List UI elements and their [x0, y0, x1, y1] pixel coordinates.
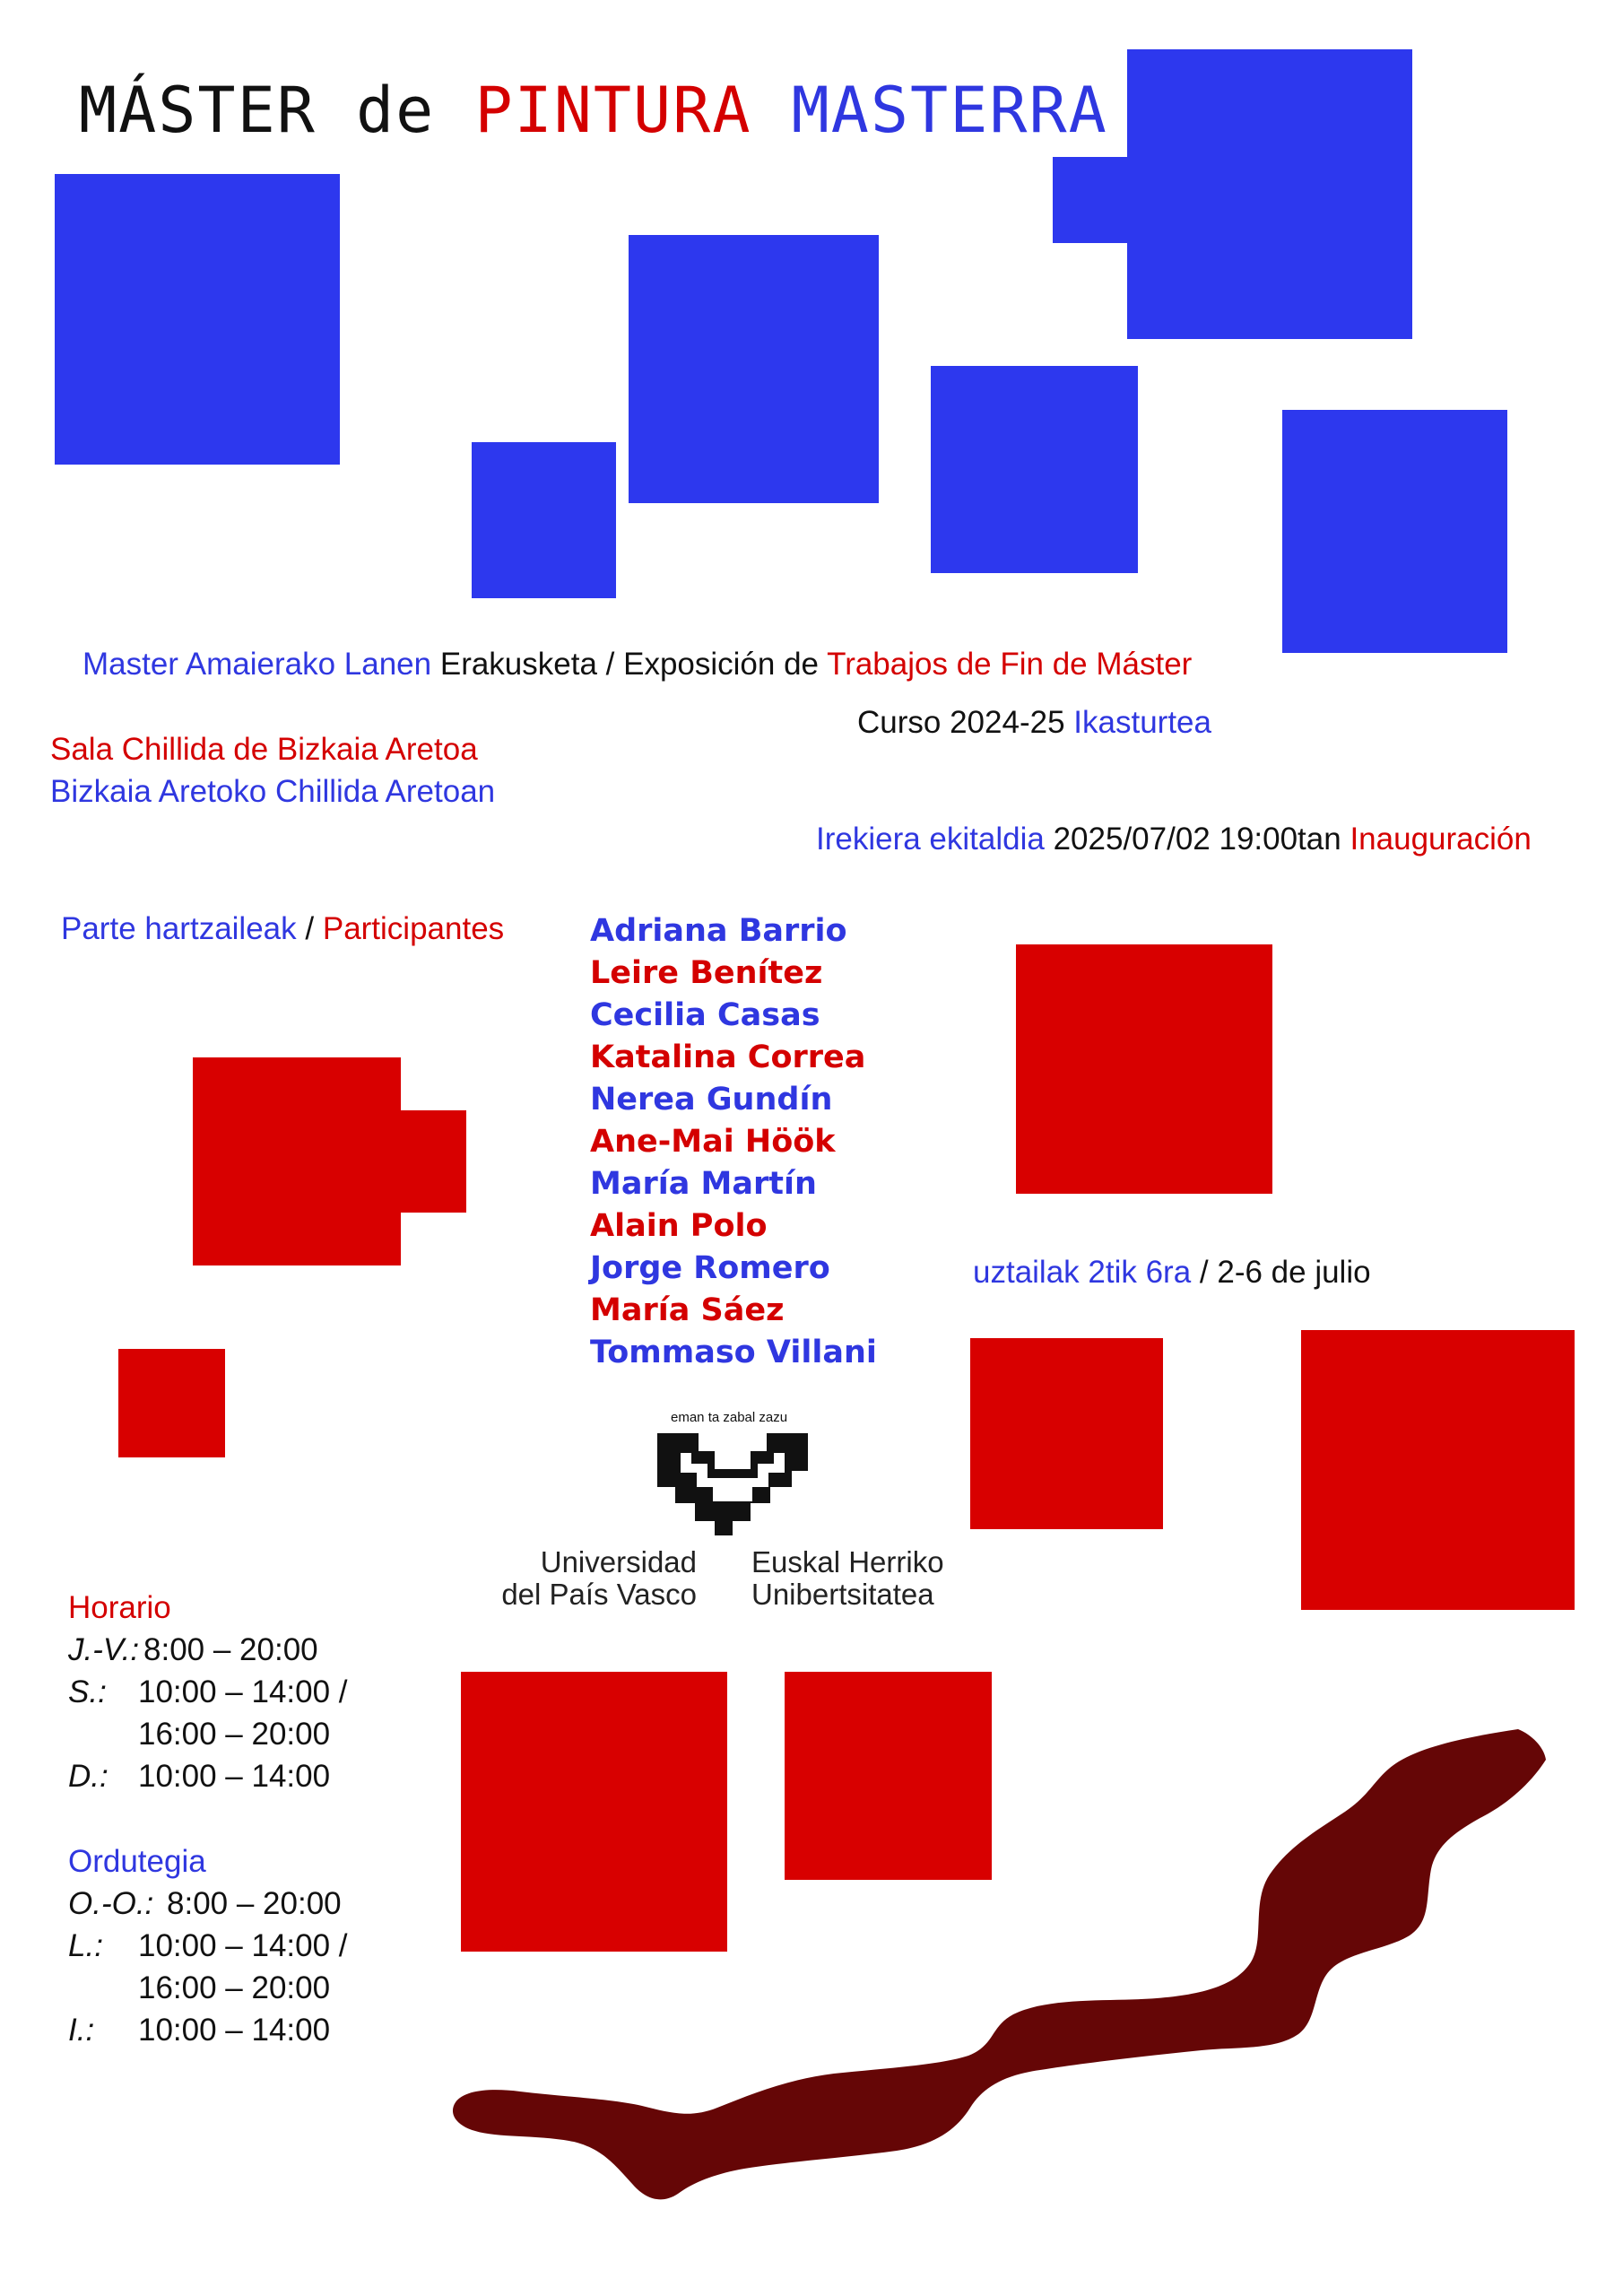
venue-spanish: Sala Chillida de Bizkaia Aretoa: [50, 732, 478, 767]
participants-heading-separator: /: [305, 911, 315, 946]
schedule-heading: Ordutegia: [68, 1844, 206, 1879]
participant-name: Ane-Mai Höök: [590, 1124, 836, 1160]
schedule-day: D.:: [68, 1759, 108, 1794]
opening-basque: Irekiera ekitaldia: [816, 822, 1045, 857]
schedule-heading: Horario: [68, 1590, 171, 1625]
participants-heading-spanish: Participantes: [322, 911, 505, 946]
schedule-time: 8:00 – 20:00: [143, 1632, 318, 1667]
title-part-master: MÁSTER de: [79, 74, 436, 147]
university-basque-line2: Unibertsitatea: [751, 1578, 934, 1611]
participant-name: Leire Benítez: [590, 955, 823, 991]
schedule-day: S.:: [68, 1674, 107, 1709]
schedule-day: L.:: [68, 1928, 103, 1963]
schedule-time: 10:00 – 14:00: [138, 1759, 331, 1794]
title-part-masterra: MASTERRA: [791, 74, 1108, 147]
schedule-time: 16:00 – 20:00: [138, 1717, 331, 1752]
participants-heading-basque: Parte hartzaileak: [61, 911, 297, 946]
exhibition-connector: Erakusketa / Exposición de: [439, 647, 820, 682]
schedule-time: 16:00 – 20:00: [138, 1970, 331, 2005]
schedule-time: 10:00 – 14:00: [138, 2013, 331, 2048]
schedule-time: 8:00 – 20:00: [167, 1886, 342, 1921]
participant-name: Tommaso Villani: [590, 1335, 877, 1370]
dates-basque: uztailak 2tik 6ra: [973, 1255, 1192, 1290]
title-part-pintura: PINTURA: [474, 74, 752, 147]
schedule-day: O.-O.:: [68, 1886, 154, 1921]
participant-name: María Martín: [590, 1166, 817, 1202]
schedule-time: 10:00 – 14:00 /: [138, 1928, 348, 1963]
participant-name: Katalina Correa: [590, 1039, 866, 1075]
dates-spanish: / 2-6 de julio: [1199, 1255, 1371, 1290]
university-spanish-line1: Universidad: [540, 1545, 697, 1578]
exhibition-basque: Master Amaierako Lanen: [82, 647, 432, 682]
participant-name: Alain Polo: [590, 1208, 768, 1244]
schedule-day: J.-V.:: [68, 1632, 140, 1667]
venue-basque: Bizkaia Aretoko Chillida Aretoan: [50, 774, 496, 809]
participant-name: Cecilia Casas: [590, 997, 820, 1033]
schedule-day: I.:: [68, 2013, 95, 2048]
participant-name: María Sáez: [590, 1292, 785, 1328]
university-motto: eman ta zabal zazu: [671, 1410, 788, 1425]
participant-name: Jorge Romero: [590, 1250, 830, 1286]
course-basque: Ikasturtea: [1073, 705, 1211, 740]
opening-datetime: 2025/07/02 19:00tan: [1053, 822, 1341, 857]
participant-name: Nerea Gundín: [590, 1082, 833, 1118]
course-label: Curso 2024-25: [857, 705, 1065, 740]
exhibition-spanish: Trabajos de Fin de Máster: [827, 647, 1193, 682]
university-basque-line1: Euskal Herriko: [751, 1545, 944, 1578]
schedule-time: 10:00 – 14:00 /: [138, 1674, 348, 1709]
participant-name: Adriana Barrio: [590, 913, 847, 949]
university-spanish-line2: del País Vasco: [501, 1578, 697, 1611]
opening-spanish: Inauguración: [1350, 822, 1532, 857]
